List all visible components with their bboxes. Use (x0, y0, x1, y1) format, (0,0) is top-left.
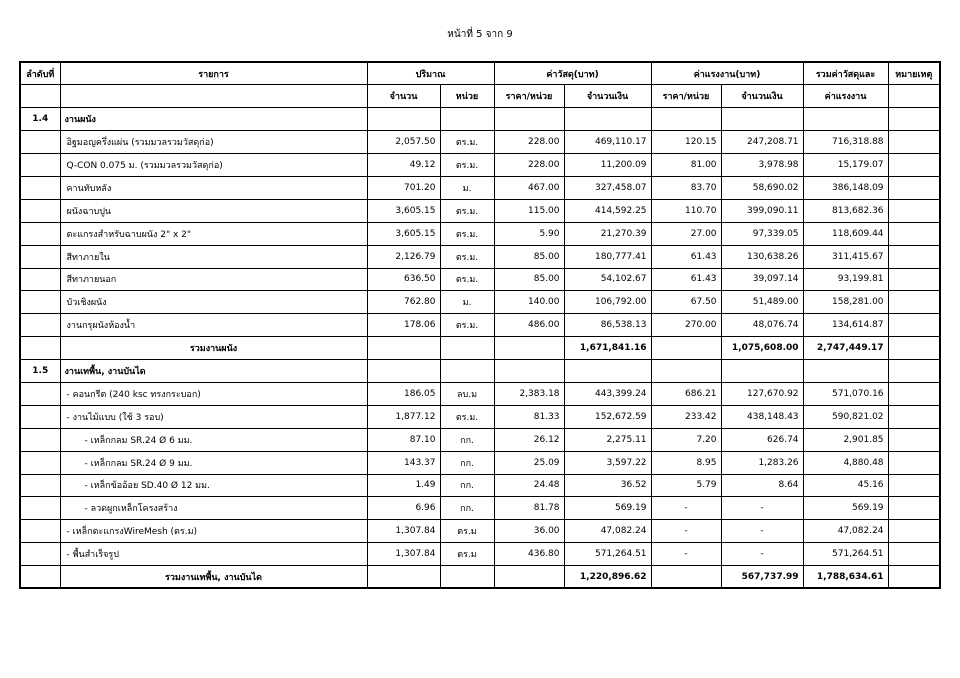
row-no (20, 222, 60, 245)
empty-cell (494, 360, 564, 383)
header-no: ลำดับที่ (20, 62, 60, 85)
header-material-unit-price: ราคา/หน่วย (494, 85, 564, 108)
empty-cell (888, 337, 940, 360)
labor-unit-price: 8.95 (651, 451, 721, 474)
item-description: งานกรุผนังห้องน้ำ (60, 314, 367, 337)
labor-amount: 3,978.98 (721, 154, 803, 177)
material-amount: 327,458.07 (564, 176, 651, 199)
header-row-1 (20, 62, 940, 85)
labor-amount: 97,339.05 (721, 222, 803, 245)
unit-cell: ตร.ม. (440, 268, 494, 291)
qty-cell: 1.49 (367, 474, 440, 497)
total-amount: 311,415.67 (803, 245, 888, 268)
material-amount: 86,538.13 (564, 314, 651, 337)
remark-cell (888, 199, 940, 222)
qty-cell: 2,057.50 (367, 131, 440, 154)
unit-cell: ตร.ม (440, 543, 494, 566)
empty-cell (803, 108, 888, 131)
total-amount: 2,901.85 (803, 428, 888, 451)
empty-cell (651, 360, 721, 383)
subtotal-label: รวมงานเทพื้น, งานบันได (60, 566, 367, 589)
item-description: สีทาภายนอก (60, 268, 367, 291)
material-unit-price: 2,383.18 (494, 382, 564, 405)
empty-cell (564, 108, 651, 131)
subtotal-labor-amount: 1,075,608.00 (721, 337, 803, 360)
remark-cell (888, 520, 940, 543)
material-unit-price: 115.00 (494, 199, 564, 222)
total-amount: 158,281.00 (803, 291, 888, 314)
item-description: คานทับหลัง (60, 176, 367, 199)
table-row (20, 176, 940, 199)
table-row (20, 543, 940, 566)
labor-unit-price: 233.42 (651, 405, 721, 428)
material-unit-price: 81.78 (494, 497, 564, 520)
row-no (20, 268, 60, 291)
labor-amount: 58,690.02 (721, 176, 803, 199)
total-amount: 47,082.24 (803, 520, 888, 543)
header-material: ค่าวัสดุ(บาท) (494, 62, 651, 85)
item-description: อิฐมอญครึ่งแผ่น (รวมมวลรวมวัสดุก่อ) (60, 131, 367, 154)
header-material-amount: จำนวนเงิน (564, 85, 651, 108)
row-no (20, 474, 60, 497)
material-amount: 106,792.00 (564, 291, 651, 314)
material-unit-price: 85.00 (494, 245, 564, 268)
empty-cell (440, 566, 494, 589)
header-row-2 (20, 85, 940, 108)
labor-unit-price: 67.50 (651, 291, 721, 314)
qty-cell: 1,877.12 (367, 405, 440, 428)
remark-cell (888, 154, 940, 177)
total-amount: 813,682.36 (803, 199, 888, 222)
labor-unit-price: 27.00 (651, 222, 721, 245)
subtotal-material-amount: 1,220,896.62 (564, 566, 651, 589)
empty-cell (367, 566, 440, 589)
item-description: - เหล็กกลม SR.24 Ø 9 มม. (60, 451, 367, 474)
labor-amount: - (721, 520, 803, 543)
qty-cell: 186.05 (367, 382, 440, 405)
labor-unit-price: - (651, 497, 721, 520)
subtotal-row (20, 337, 940, 360)
total-amount: 15,179.07 (803, 154, 888, 177)
header-qty: จำนวน (367, 85, 440, 108)
remark-cell (888, 497, 940, 520)
unit-cell: ม. (440, 291, 494, 314)
unit-cell: กก. (440, 497, 494, 520)
labor-unit-price: 83.70 (651, 176, 721, 199)
unit-cell: กก. (440, 428, 494, 451)
labor-unit-price: 81.00 (651, 154, 721, 177)
empty-cell (494, 108, 564, 131)
labor-unit-price: 61.43 (651, 245, 721, 268)
table-row (20, 451, 940, 474)
empty-cell (440, 337, 494, 360)
unit-cell: ตร.ม. (440, 222, 494, 245)
remark-cell (888, 543, 940, 566)
material-unit-price: 486.00 (494, 314, 564, 337)
labor-amount: 247,208.71 (721, 131, 803, 154)
item-description: - คอนกรีต (240 ksc ทรงกระบอก) (60, 382, 367, 405)
item-description: Q-CON 0.075 ม. (รวมมวลรวมวัสดุก่อ) (60, 154, 367, 177)
material-unit-price: 436.80 (494, 543, 564, 566)
item-description: บัวเชิงผนัง (60, 291, 367, 314)
empty-cell (888, 360, 940, 383)
table-row (20, 520, 940, 543)
subtotal-total: 1,788,634.61 (803, 566, 888, 589)
qty-cell: 3,605.15 (367, 222, 440, 245)
material-unit-price: 25.09 (494, 451, 564, 474)
remark-cell (888, 222, 940, 245)
material-amount: 180,777.41 (564, 245, 651, 268)
labor-unit-price: 110.70 (651, 199, 721, 222)
empty-cell (651, 566, 721, 589)
header-labor-amount: จำนวนเงิน (721, 85, 803, 108)
material-amount: 11,200.09 (564, 154, 651, 177)
empty-cell (888, 108, 940, 131)
row-no (20, 520, 60, 543)
empty-cell (367, 337, 440, 360)
remark-cell (888, 245, 940, 268)
material-unit-price: 5.90 (494, 222, 564, 245)
total-amount: 134,614.87 (803, 314, 888, 337)
row-no (20, 543, 60, 566)
unit-cell: ตร.ม (440, 520, 494, 543)
empty-cell (20, 337, 60, 360)
table-row (20, 199, 940, 222)
item-description: - เหล็กข้ออ้อย SD.40 Ø 12 มม. (60, 474, 367, 497)
unit-cell: ตร.ม. (440, 405, 494, 428)
row-no (20, 405, 60, 428)
total-amount: 590,821.02 (803, 405, 888, 428)
material-unit-price: 467.00 (494, 176, 564, 199)
row-no (20, 497, 60, 520)
qty-cell: 2,126.79 (367, 245, 440, 268)
remark-cell (888, 382, 940, 405)
material-unit-price: 228.00 (494, 131, 564, 154)
empty-cell (651, 108, 721, 131)
header-item: รายการ (60, 62, 367, 85)
labor-amount: 48,076.74 (721, 314, 803, 337)
total-amount: 571,070.16 (803, 382, 888, 405)
empty-cell (440, 360, 494, 383)
table-row (20, 382, 940, 405)
empty-cell (494, 337, 564, 360)
table-row (20, 245, 940, 268)
total-amount: 45.16 (803, 474, 888, 497)
section-no: 1.4 (20, 108, 60, 131)
empty-cell (367, 360, 440, 383)
unit-cell: ม. (440, 176, 494, 199)
table-row (20, 474, 940, 497)
labor-unit-price: 7.20 (651, 428, 721, 451)
header-no-blank (20, 85, 60, 108)
unit-cell: ตร.ม. (440, 199, 494, 222)
row-no (20, 176, 60, 199)
qty-cell: 3,605.15 (367, 199, 440, 222)
unit-cell: ตร.ม. (440, 245, 494, 268)
material-amount: 54,102.67 (564, 268, 651, 291)
subtotal-material-amount: 1,671,841.16 (564, 337, 651, 360)
table-body (20, 108, 940, 589)
bill-of-quantities-table (19, 61, 941, 589)
total-amount: 571,264.51 (803, 543, 888, 566)
empty-cell (367, 108, 440, 131)
section-no: 1.5 (20, 360, 60, 383)
material-amount: 2,275.11 (564, 428, 651, 451)
empty-cell (20, 566, 60, 589)
material-unit-price: 85.00 (494, 268, 564, 291)
section-header-row (20, 108, 940, 131)
material-unit-price: 24.48 (494, 474, 564, 497)
unit-cell: กก. (440, 474, 494, 497)
material-amount: 3,597.22 (564, 451, 651, 474)
qty-cell: 762.80 (367, 291, 440, 314)
table-row (20, 268, 940, 291)
qty-cell: 701.20 (367, 176, 440, 199)
total-amount: 386,148.09 (803, 176, 888, 199)
empty-cell (888, 566, 940, 589)
table-row (20, 291, 940, 314)
item-description: - พื้นสำเร็จรูป (60, 543, 367, 566)
labor-amount: 438,148.43 (721, 405, 803, 428)
labor-amount: 8.64 (721, 474, 803, 497)
header-total-line2: ค่าแรงงาน (803, 85, 888, 108)
subtotal-labor-amount: 567,737.99 (721, 566, 803, 589)
qty-cell: 178.06 (367, 314, 440, 337)
labor-amount: 130,638.26 (721, 245, 803, 268)
labor-amount: - (721, 497, 803, 520)
table-row (20, 428, 940, 451)
material-amount: 469,110.17 (564, 131, 651, 154)
row-no (20, 451, 60, 474)
material-amount: 36.52 (564, 474, 651, 497)
header-remark: หมายเหตุ (888, 62, 940, 85)
unit-cell: ตร.ม. (440, 314, 494, 337)
unit-cell: กก. (440, 451, 494, 474)
table-row (20, 405, 940, 428)
remark-cell (888, 314, 940, 337)
header-quantity: ปริมาณ (367, 62, 494, 85)
unit-cell: ลบ.ม (440, 382, 494, 405)
qty-cell: 636.50 (367, 268, 440, 291)
subtotal-label: รวมงานผนัง (60, 337, 367, 360)
total-amount: 118,609.44 (803, 222, 888, 245)
table-row (20, 314, 940, 337)
table-row (20, 131, 940, 154)
material-amount: 47,082.24 (564, 520, 651, 543)
row-no (20, 199, 60, 222)
total-amount: 4,880.48 (803, 451, 888, 474)
remark-cell (888, 268, 940, 291)
labor-unit-price: 270.00 (651, 314, 721, 337)
header-labor: ค่าแรงงาน(บาท) (651, 62, 803, 85)
empty-cell (651, 337, 721, 360)
remark-cell (888, 176, 940, 199)
unit-cell: ตร.ม. (440, 154, 494, 177)
row-no (20, 245, 60, 268)
material-amount: 569.19 (564, 497, 651, 520)
page-header: หน้าที่ 5 จาก 9 (447, 29, 513, 40)
remark-cell (888, 291, 940, 314)
labor-amount: - (721, 543, 803, 566)
material-unit-price: 228.00 (494, 154, 564, 177)
row-no (20, 291, 60, 314)
unit-cell: ตร.ม. (440, 131, 494, 154)
qty-cell: 6.96 (367, 497, 440, 520)
empty-cell (564, 360, 651, 383)
section-header-row (20, 360, 940, 383)
row-no (20, 154, 60, 177)
material-unit-price: 26.12 (494, 428, 564, 451)
subtotal-total: 2,747,449.17 (803, 337, 888, 360)
labor-amount: 1,283.26 (721, 451, 803, 474)
total-amount: 569.19 (803, 497, 888, 520)
empty-cell (803, 360, 888, 383)
empty-cell (721, 360, 803, 383)
labor-unit-price: 5.79 (651, 474, 721, 497)
labor-amount: 399,090.11 (721, 199, 803, 222)
item-description: - ลวดผูกเหล็กโครงสร้าง (60, 497, 367, 520)
empty-cell (494, 566, 564, 589)
material-unit-price: 81.33 (494, 405, 564, 428)
header-remark-blank (888, 85, 940, 108)
header-labor-unit-price: ราคา/หน่วย (651, 85, 721, 108)
item-description: ตะแกรงสำหรับฉาบผนัง 2" x 2" (60, 222, 367, 245)
header-unit: หน่วย (440, 85, 494, 108)
qty-cell: 49.12 (367, 154, 440, 177)
qty-cell: 87.10 (367, 428, 440, 451)
qty-cell: 143.37 (367, 451, 440, 474)
labor-unit-price: 686.21 (651, 382, 721, 405)
item-description: - งานไม้แบบ (ใช้ 3 รอบ) (60, 405, 367, 428)
remark-cell (888, 474, 940, 497)
material-amount: 152,672.59 (564, 405, 651, 428)
labor-amount: 51,489.00 (721, 291, 803, 314)
labor-amount: 39,097.14 (721, 268, 803, 291)
labor-amount: 626.74 (721, 428, 803, 451)
empty-cell (440, 108, 494, 131)
qty-cell: 1,307.84 (367, 520, 440, 543)
material-amount: 443,399.24 (564, 382, 651, 405)
remark-cell (888, 428, 940, 451)
material-amount: 414,592.25 (564, 199, 651, 222)
table-row (20, 497, 940, 520)
empty-cell (721, 108, 803, 131)
header-total-line1: รวมค่าวัสดุและ (803, 62, 888, 85)
section-title: งานผนัง (60, 108, 367, 131)
item-description: ผนังฉาบปูน (60, 199, 367, 222)
labor-unit-price: - (651, 543, 721, 566)
material-amount: 21,270.39 (564, 222, 651, 245)
remark-cell (888, 405, 940, 428)
item-description: สีทาภายใน (60, 245, 367, 268)
remark-cell (888, 451, 940, 474)
remark-cell (888, 131, 940, 154)
material-unit-price: 36.00 (494, 520, 564, 543)
total-amount: 716,318.88 (803, 131, 888, 154)
item-description: - เหล็กตะแกรงWireMesh (ตร.ม) (60, 520, 367, 543)
table-row (20, 222, 940, 245)
item-description: - เหล็กกลม SR.24 Ø 6 มม. (60, 428, 367, 451)
total-amount: 93,199.81 (803, 268, 888, 291)
row-no (20, 428, 60, 451)
section-title: งานเทพื้น, งานบันได (60, 360, 367, 383)
row-no (20, 382, 60, 405)
material-unit-price: 140.00 (494, 291, 564, 314)
qty-cell: 1,307.84 (367, 543, 440, 566)
labor-unit-price: 120.15 (651, 131, 721, 154)
table-row (20, 154, 940, 177)
subtotal-row (20, 566, 940, 589)
labor-unit-price: 61.43 (651, 268, 721, 291)
labor-unit-price: - (651, 520, 721, 543)
row-no (20, 131, 60, 154)
row-no (20, 314, 60, 337)
labor-amount: 127,670.92 (721, 382, 803, 405)
material-amount: 571,264.51 (564, 543, 651, 566)
header-item-blank (60, 85, 367, 108)
